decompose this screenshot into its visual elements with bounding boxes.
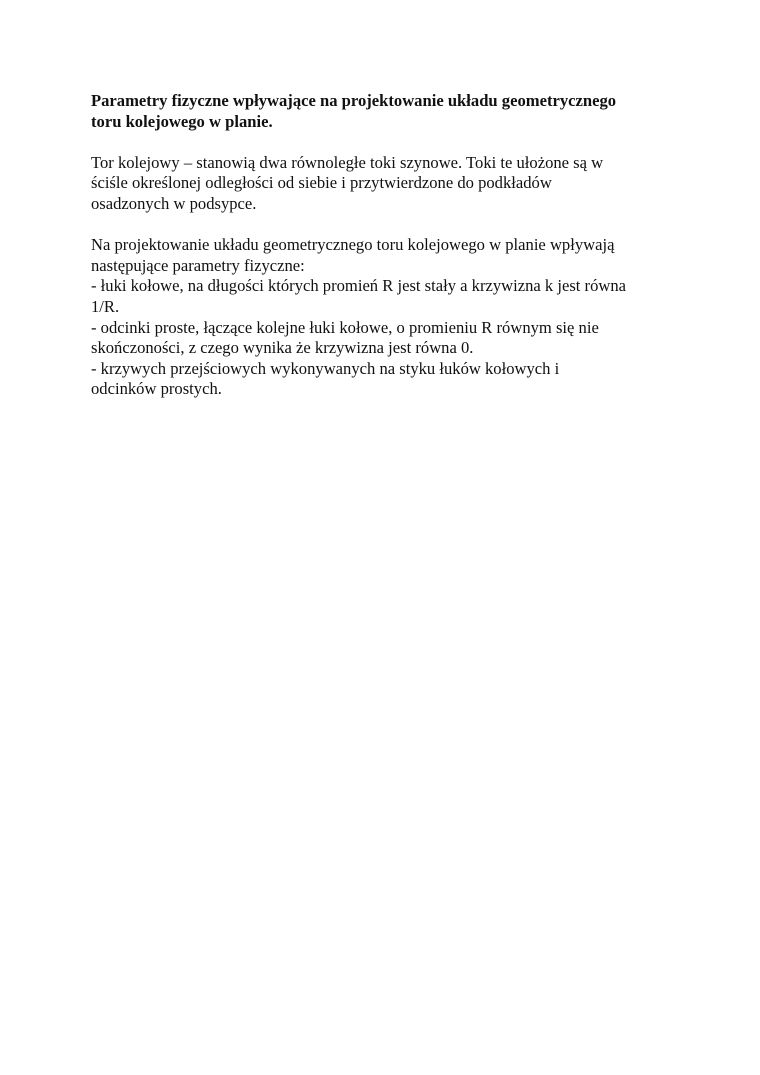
paragraph-spacer: [91, 215, 691, 236]
list-item-line: skończoności, z czego wynika że krzywizna jest równa 0.: [91, 338, 474, 358]
paragraph-line: Na projektowanie układu geometrycznego toru kolejowego w planie wpływają: [91, 235, 615, 255]
list-item-line: 1/R.: [91, 296, 120, 316]
list-item-line: - łuki kołowe, na długości których promień R jest stały a krzywizna k jest równa: [91, 276, 627, 296]
paragraph-line: osadzonych w podsypce.: [91, 193, 257, 213]
paragraph-line: ściśle określonej odległości od siebie i przytwierdzone do podkładów: [91, 173, 552, 193]
document-title: [91, 91, 691, 132]
list-item-line: - odcinki proste, łączące kolejne łuki kołowe, o promieniu R równym się nie: [91, 317, 599, 337]
paragraph-track-definition: [91, 153, 691, 215]
paragraph-line: Tor kolejowy – stanowią dwa równoległe toki szynowe. Toki te ułożone są w: [91, 152, 604, 172]
list-item-line: - krzywych przejściowych wykonywanych na styku łuków kołowych i: [91, 358, 560, 378]
paragraph-line: następujące parametry fizyczne:: [91, 255, 305, 275]
document-body: [91, 91, 691, 400]
title-line: Parametry fizyczne wpływające na projektowanie układu geometrycznego: [91, 91, 617, 110]
paragraph-spacer: [91, 132, 691, 153]
title-line: toru kolejowego w planie.: [91, 111, 273, 131]
paragraph-parameters: [91, 235, 691, 400]
list-item-line: odcinków prostych.: [91, 379, 222, 399]
